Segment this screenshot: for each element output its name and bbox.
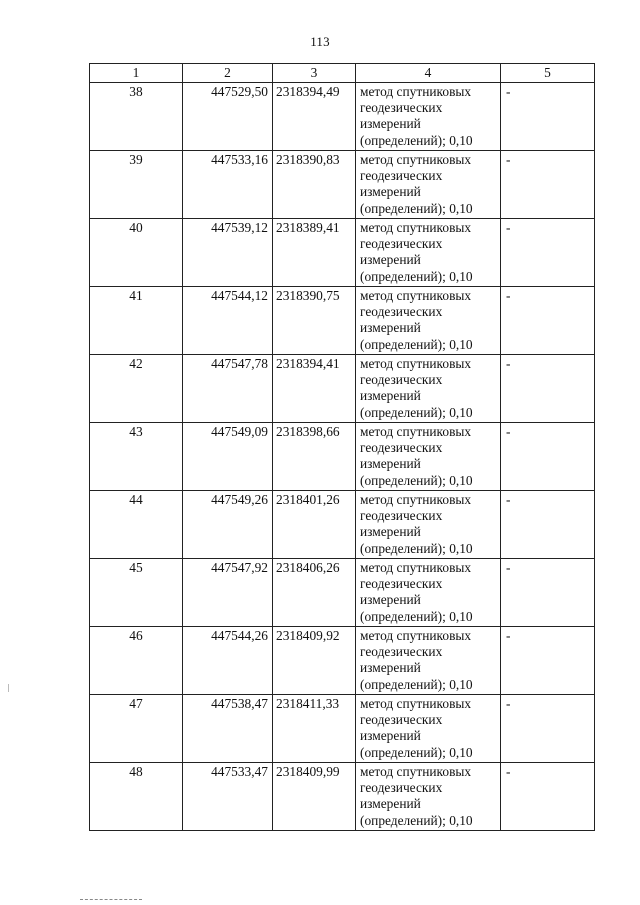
method-text-line: геодезических [360,576,443,592]
method-text-line: (определений); 0,10 [360,744,473,760]
footer-mark [80,899,142,902]
method-text-line: измерений [360,524,421,540]
method-text-line: метод спутниковых [360,560,472,575]
point-number-cell: 42 [90,355,183,423]
y-coordinate-cell: 2318401,26 [273,491,356,559]
method-text-line: метод спутниковых [360,424,472,439]
method-text-line: (определений); 0,10 [360,336,473,352]
method-text-line: измерений [360,320,421,336]
table-row [90,695,595,763]
method-text-line: измерений [360,116,421,132]
header-cell-2: 2 [183,64,273,83]
point-number-cell: 48 [90,763,183,831]
method-text-line: метод спутниковых [360,696,472,711]
method-cell [356,151,501,219]
y-coordinate-cell: 2318409,99 [273,763,356,831]
note-cell: - [501,151,595,219]
method-cell [356,423,501,491]
x-coordinate-cell: 447529,50 [183,83,273,151]
x-coordinate-cell: 447533,47 [183,763,273,831]
note-cell: - [501,627,595,695]
point-number-cell: 39 [90,151,183,219]
method-cell [356,83,501,151]
header-cell-1: 1 [90,64,183,83]
y-coordinate-cell: 2318409,92 [273,627,356,695]
table-row [90,559,595,627]
y-coordinate-cell: 2318390,83 [273,151,356,219]
method-cell [356,763,501,831]
y-coordinate-cell: 2318398,66 [273,423,356,491]
method-text-line: метод спутниковых [360,492,472,507]
method-text-line: измерений [360,252,421,268]
method-text-line: (определений); 0,10 [360,540,473,556]
point-number-cell: 47 [90,695,183,763]
point-number-cell: 45 [90,559,183,627]
point-number-cell: 38 [90,83,183,151]
method-cell [356,287,501,355]
method-cell [356,559,501,627]
method-text-line: метод спутниковых [360,288,472,303]
method-text-line: (определений); 0,10 [360,676,473,692]
table-row [90,627,595,695]
y-coordinate-cell: 2318394,49 [273,83,356,151]
method-text-line: метод спутниковых [360,356,472,371]
method-text-line: измерений [360,184,421,200]
method-text-line: геодезических [360,236,443,252]
point-number-cell: 41 [90,287,183,355]
method-text-line: измерений [360,456,421,472]
method-text-line: (определений); 0,10 [360,404,473,420]
method-text-line: геодезических [360,644,443,660]
page-number: 113 [310,34,330,49]
method-text-line: геодезических [360,508,443,524]
method-text-line: измерений [360,592,421,608]
note-cell: - [501,287,595,355]
x-coordinate-cell: 447538,47 [183,695,273,763]
table-row [90,763,595,831]
x-coordinate-cell: 447544,26 [183,627,273,695]
x-coordinate-cell: 447544,12 [183,287,273,355]
y-coordinate-cell: 2318411,33 [273,695,356,763]
note-cell: - [501,83,595,151]
table-row [90,491,595,559]
table-row [90,151,595,219]
note-cell: - [501,559,595,627]
x-coordinate-cell: 447547,92 [183,559,273,627]
header-cell-4: 4 [356,64,501,83]
method-text-line: измерений [360,796,421,812]
method-cell [356,491,501,559]
method-text-line: измерений [360,660,421,676]
x-coordinate-cell: 447549,09 [183,423,273,491]
x-coordinate-cell: 447539,12 [183,219,273,287]
method-cell [356,355,501,423]
margin-tick [8,684,9,692]
method-text-line: (определений); 0,10 [360,608,473,624]
method-text-line: (определений); 0,10 [360,268,473,284]
method-text-line: (определений); 0,10 [360,200,473,216]
note-cell: - [501,423,595,491]
method-text-line: (определений); 0,10 [360,812,473,828]
method-text-line: метод спутниковых [360,764,472,779]
note-cell: - [501,695,595,763]
note-cell: - [501,491,595,559]
table-row [90,423,595,491]
note-cell: - [501,763,595,831]
table-row [90,83,595,151]
note-cell: - [501,219,595,287]
y-coordinate-cell: 2318390,75 [273,287,356,355]
method-text-line: метод спутниковых [360,84,472,99]
point-number-cell: 46 [90,627,183,695]
x-coordinate-cell: 447547,78 [183,355,273,423]
header-cell-5: 5 [501,64,595,83]
method-text-line: метод спутниковых [360,152,472,167]
method-text-line: измерений [360,388,421,404]
y-coordinate-cell: 2318394,41 [273,355,356,423]
method-text-line: (определений); 0,10 [360,132,473,148]
method-text-line: метод спутниковых [360,628,472,643]
method-cell [356,695,501,763]
note-cell: - [501,355,595,423]
method-text-line: (определений); 0,10 [360,472,473,488]
table-row [90,219,595,287]
method-text-line: геодезических [360,100,443,116]
point-number-cell: 43 [90,423,183,491]
method-text-line: геодезических [360,712,443,728]
table-header-row [90,64,595,83]
method-text-line: геодезических [360,372,443,388]
method-text-line: геодезических [360,440,443,456]
point-number-cell: 40 [90,219,183,287]
x-coordinate-cell: 447533,16 [183,151,273,219]
table-row [90,287,595,355]
method-text-line: метод спутниковых [360,220,472,235]
y-coordinate-cell: 2318406,26 [273,559,356,627]
method-cell [356,627,501,695]
header-cell-3: 3 [273,64,356,83]
method-text-line: геодезических [360,780,443,796]
method-text-line: геодезических [360,304,443,320]
y-coordinate-cell: 2318389,41 [273,219,356,287]
method-cell [356,219,501,287]
x-coordinate-cell: 447549,26 [183,491,273,559]
coordinates-table [89,63,595,831]
method-text-line: геодезических [360,168,443,184]
table-row [90,355,595,423]
point-number-cell: 44 [90,491,183,559]
method-text-line: измерений [360,728,421,744]
